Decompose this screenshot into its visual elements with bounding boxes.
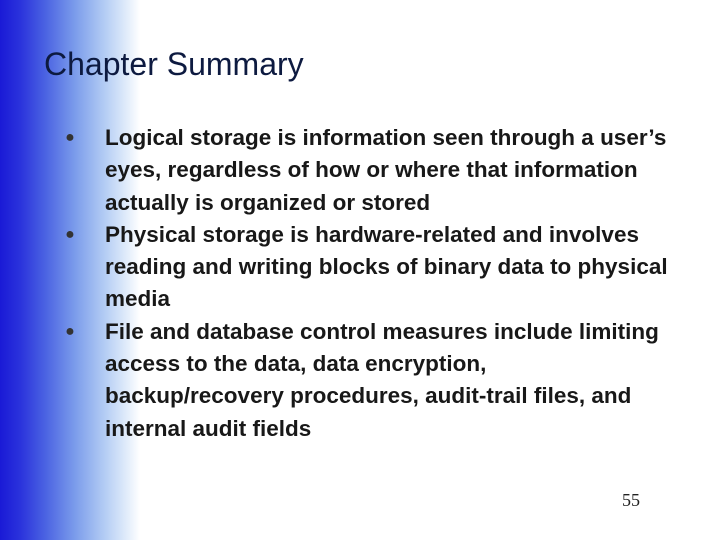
bullet-list — [60, 122, 670, 445]
slide-title: Chapter Summary — [44, 46, 304, 82]
bullet-text: Logical storage is information seen through a user’s eyes, regardless of how or where that information actually is organized or stored — [105, 125, 667, 215]
bullet-text: Physical storage is hardware-related and involves reading and writing blocks of binary data to physical media — [105, 221, 668, 312]
bullet-dot-icon: ● — [65, 322, 75, 340]
bullet-item — [60, 316, 670, 445]
page-number: 55 — [622, 490, 640, 510]
bullet-item — [60, 219, 670, 316]
bullet-dot-icon: ● — [65, 129, 75, 146]
bullet-item — [60, 122, 670, 219]
bullet-dot-icon: ● — [65, 225, 75, 243]
bullet-text: File and database control measures include limiting access to the data, data encryption, backup/recovery procedures, audit-trail files, and internal audit fields — [105, 318, 659, 441]
